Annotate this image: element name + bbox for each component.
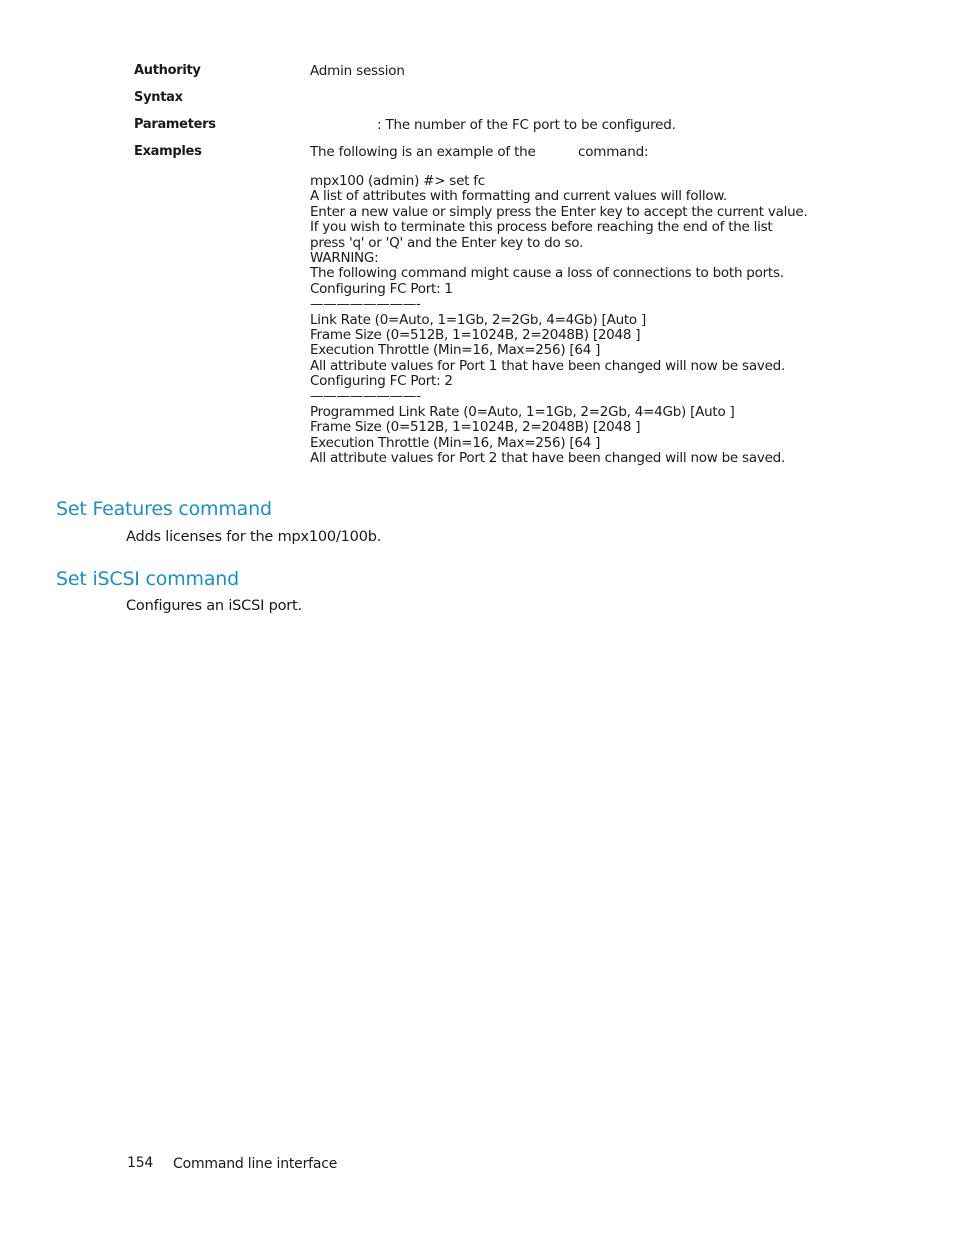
section-body-set-features: Adds licenses for the mpx100/100b. <box>126 529 382 545</box>
example-line: Frame Size (0=512B, 1=1024B, 2=2048B) [2048 ] <box>310 419 641 436</box>
example-line: All attribute values for Port 1 that have been changed will now be saved. <box>310 357 785 374</box>
example-line: Programmed Link Rate (0=Auto, 1=1Gb, 2=2Gb, 4=4Gb) [Auto ] <box>310 403 735 420</box>
example-line: ————————- <box>310 388 421 405</box>
example-line: A list of attributes with formatting and current values will follow. <box>310 188 727 205</box>
example-line: All attribute values for Port 2 that have been changed will now be saved. <box>310 450 785 467</box>
example-line: mpx100 (admin) #> set fc <box>310 173 485 189</box>
syntax-label: Syntax <box>134 90 183 105</box>
examples-intro-end: command: <box>578 144 649 160</box>
example-output <box>310 174 808 466</box>
example-line: Link Rate (0=Auto, 1=1Gb, 2=2Gb, 4=4Gb) [Auto ] <box>310 311 646 328</box>
page-number: 154 <box>127 1155 154 1171</box>
example-line: Execution Throttle (Min=16, Max=256) [64 ] <box>310 434 601 451</box>
example-line: Execution Throttle (Min=16, Max=256) [64 ] <box>310 342 601 359</box>
authority-label: Authority <box>134 63 201 78</box>
examples-intro-start: The following is an example of the <box>310 144 536 160</box>
example-line: If you wish to terminate this process before reaching the end of the list <box>310 219 773 236</box>
example-line: Configuring FC Port: 2 <box>310 373 453 390</box>
authority-value: Admin session <box>310 63 405 79</box>
section-heading-set-iscsi: Set iSCSI command <box>56 568 239 590</box>
parameters-label: Parameters <box>134 117 216 132</box>
example-line: Configuring FC Port: 1 <box>310 280 453 297</box>
examples-label: Examples <box>134 144 202 159</box>
example-line: WARNING: <box>310 249 379 266</box>
parameters-value: : The number of the FC port to be configured. <box>377 117 676 133</box>
section-heading-set-features: Set Features command <box>56 498 272 520</box>
footer-chapter-title: Command line interface <box>173 1156 338 1172</box>
example-line: Frame Size (0=512B, 1=1024B, 2=2048B) [2048 ] <box>310 326 641 343</box>
example-line: ————————- <box>310 296 421 313</box>
example-line: Enter a new value or simply press the Enter key to accept the current value. <box>310 203 808 220</box>
example-line: The following command might cause a loss of connections to both ports. <box>310 265 784 282</box>
section-body-set-iscsi: Configures an iSCSI port. <box>126 598 302 614</box>
example-line: press 'q' or 'Q' and the Enter key to do so. <box>310 234 584 251</box>
